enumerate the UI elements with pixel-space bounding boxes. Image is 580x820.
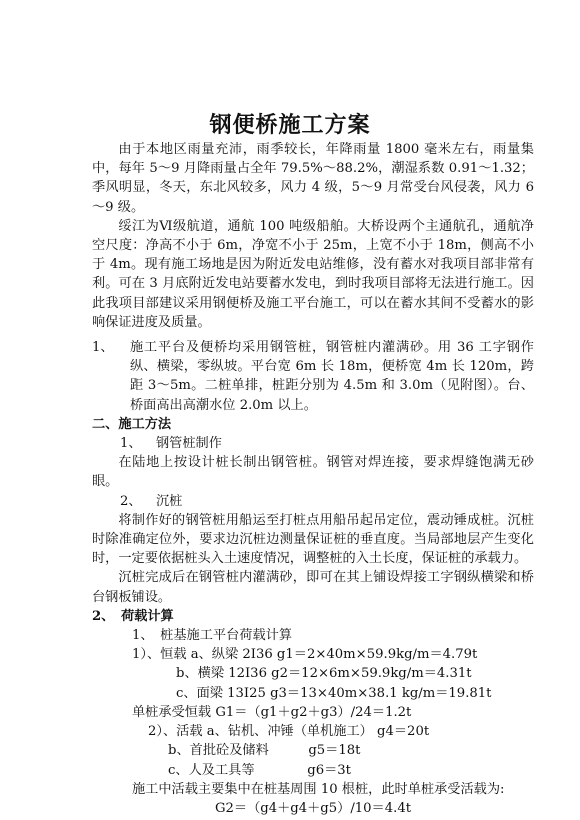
- calc-line-dead-load-a: 1）、恒载 a、纵梁 2Ⅰ36 g1＝2×40m×59.9kg/m＝4.79t: [132, 647, 478, 663]
- calc-line-live-load-b: b、首批砼及储料 g5＝18t: [168, 743, 361, 759]
- document-body: [92, 140, 534, 818]
- section2-sub2-number: 2、: [120, 493, 142, 509]
- calc-line-g2: G2＝（g4＋g4＋g5）/10＝4.4t: [214, 800, 412, 816]
- section2-sub2-text1: 将制作好的钢管桩用船运至打桩点用船吊起吊定位，震动锤成桩。沉桩时除准确定位外，要求边沉桩边测量保证桩的垂直度。当局部地层产生变化时，一定要依据桩头入土速度情况，调整桩的入土长度，保证桩的承载力。: [92, 512, 534, 567]
- section2-sub1-title: 钢管桩制作: [156, 436, 222, 452]
- calc-line-note: 施工中活载主要集中在桩基周围 10 根桩，此时单桩承受活载为:: [132, 781, 505, 797]
- page-title: 钢便桥施工方案: [209, 112, 371, 138]
- calc-line-live-load-c: c、人及工具等 g6＝3t: [168, 762, 351, 778]
- section2-sub1-text: 在陆地上按设计桩长制出钢管桩。钢管对焊连接，要求焊缝饱满无砂眼。: [92, 455, 534, 490]
- section2-sub2-heading: [92, 492, 534, 511]
- calc-line-dead-load-b: b、横梁 12Ⅰ36 g2＝12×6m×59.9kg/m＝4.31t: [176, 666, 472, 682]
- section3-heading: 2、 荷载计算: [92, 608, 174, 624]
- section2-sub1-number: 1、: [120, 436, 142, 452]
- calc-line-live-load: 2）、活载 a、钻机、冲锤（单机施工） g4＝20t: [148, 724, 430, 740]
- section2-sub1-heading: [92, 434, 534, 453]
- section1-text: 施工平台及便桥均采用钢管桩，钢管桩内灌满砂。用 36 工字钢作纵、横梁，零纵坡。平台宽 6m 长 18m，便桥宽 4m 长 120m，跨距 3～5m。二桩单排，桩距分别为 4.5m 和 3.0m（见附图）。台、桥面高出高潮水位 2.0m 以上。: [130, 340, 534, 413]
- section3-sub1: 1、 桩基施工平台荷载计算: [132, 628, 293, 644]
- section2-sub2-text2: 沉桩完成后在钢管桩内灌满砂，即可在其上铺设焊接工字钢纵横梁和桥台钢板铺设。: [92, 570, 534, 605]
- intro-paragraph-rainfall: 由于本地区雨量充沛，雨季较长，年降雨量 1800 毫米左右，雨量集中，每年 5～9 月降雨量占全年 79.5%～88.2%，潮湿系数 0.91～1.32；季风明显，冬天，东北风较多，风力 4 级，5～9 月常受台风侵袭，风力 6～9 级。: [92, 142, 534, 215]
- calc-line-dead-load-c: c、面梁 13Ⅰ25 g3＝13×40m×38.1 kg/m＝19.81t: [176, 685, 492, 701]
- intro-paragraph-navigation: 绥江为Ⅵ级航道，通航 100 吨级船舶。大桥设两个主通航孔，通航净空尺度：净高不小于 6m，净宽不小于 25m，上宽不小于 18m，侧高不小于 4m。现有施工场地是因为附近发电站维修，没有蓄水对我项目部非常有利。可在 3 月底附近发电站要蓄水发电，到时我项目部将无法进行施工。因此我项目部建议采用钢便桥及施工平台施工，可以在蓄水其间不受蓄水的影响保证进度及质量。: [92, 218, 534, 330]
- section1-number: 1、: [92, 340, 114, 356]
- section2-heading: 二、施工方法: [92, 416, 172, 432]
- section1-item: [92, 338, 534, 415]
- section2-sub2-title: 沉桩: [156, 493, 183, 509]
- calc-line-g1: 单桩承受恒载 G1＝（g1＋g2＋g3）/24＝1.2t: [132, 704, 412, 720]
